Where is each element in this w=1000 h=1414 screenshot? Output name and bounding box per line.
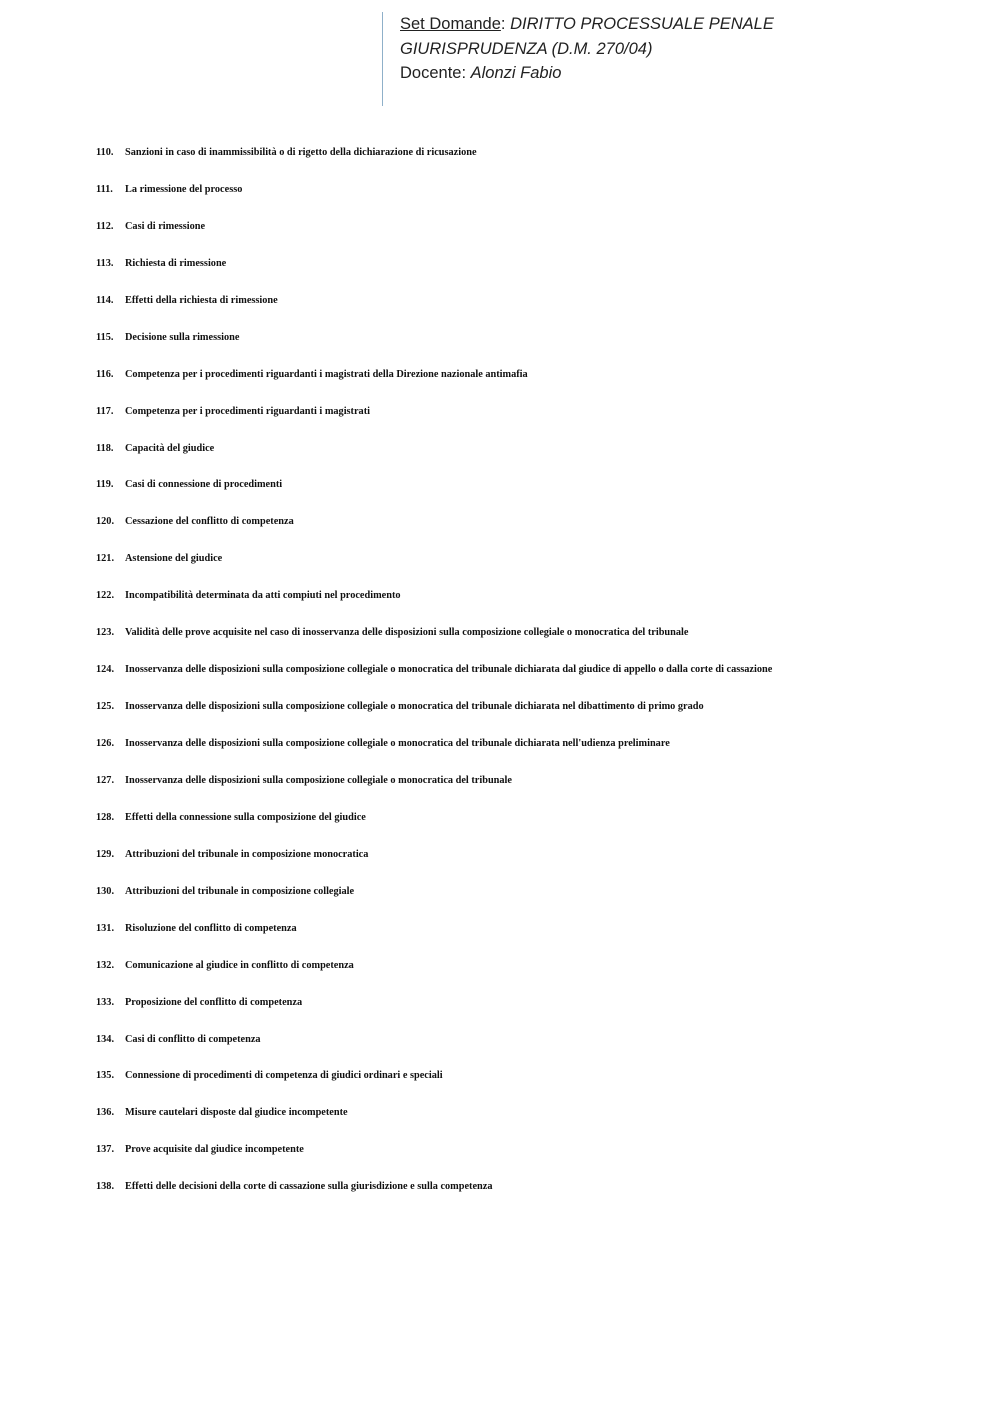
question-item xyxy=(96,147,976,184)
question-number: 118. xyxy=(96,442,114,454)
question-item xyxy=(96,812,976,849)
question-text: Prove acquisite dal giudice incompetente xyxy=(125,1144,304,1156)
question-list xyxy=(96,147,976,1218)
question-number: 115. xyxy=(96,331,114,343)
question-text: Casi di rimessione xyxy=(125,220,206,232)
question-text: Decisione sulla rimessione xyxy=(125,331,240,343)
question-item xyxy=(96,443,976,480)
question-number: 120. xyxy=(96,516,115,528)
question-text: Attribuzioni del tribunale in composizione collegiale xyxy=(125,885,355,897)
question-item xyxy=(96,406,976,443)
question-number: 114. xyxy=(96,294,114,306)
question-number: 137. xyxy=(96,1144,115,1156)
question-item xyxy=(96,1181,976,1218)
question-item xyxy=(96,184,976,221)
question-number: 136. xyxy=(96,1107,115,1119)
question-text: Effetti delle decisioni della corte di cassazione sulla giurisdizione e sulla competenza xyxy=(125,1181,493,1193)
question-item xyxy=(96,1070,976,1107)
teacher-name: Alonzi Fabio xyxy=(470,64,562,82)
question-text: Sanzioni in caso di inammissibilità o di rigetto della dichiarazione di ricusazione xyxy=(125,147,477,158)
question-item xyxy=(96,738,976,775)
question-item xyxy=(96,997,976,1034)
question-text: Misure cautelari disposte dal giudice incompetente xyxy=(125,1107,348,1119)
question-item xyxy=(96,1034,976,1071)
question-number: 124. xyxy=(96,664,115,676)
question-text: Richiesta di rimessione xyxy=(125,257,227,269)
question-text: Proposizione del conflitto di competenza xyxy=(125,996,303,1008)
question-number: 111. xyxy=(96,183,113,195)
question-number: 132. xyxy=(96,959,115,971)
set-label: Set Domande xyxy=(400,15,501,33)
header-teacher-line xyxy=(400,61,774,86)
question-text: Astensione del giudice xyxy=(125,553,223,565)
question-number: 113. xyxy=(96,257,114,269)
question-item xyxy=(96,221,976,258)
question-item xyxy=(96,1107,976,1144)
document-header xyxy=(382,12,774,106)
question-item xyxy=(96,479,976,516)
question-text: Inosservanza delle disposizioni sulla composizione collegiale o monocratica del tribunale dichiarata nell'udienza preliminare xyxy=(125,738,670,749)
question-item xyxy=(96,332,976,369)
question-item xyxy=(96,516,976,553)
question-number: 122. xyxy=(96,590,115,602)
question-text: Effetti della richiesta di rimessione xyxy=(125,294,278,306)
question-number: 135. xyxy=(96,1070,115,1082)
question-text: Inosservanza delle disposizioni sulla composizione collegiale o monocratica del tribunale dichiarata nel dibattimento di primo grado xyxy=(125,701,704,713)
question-item xyxy=(96,886,976,923)
header-course-line1 xyxy=(400,12,774,37)
question-text: Casi di conflitto di competenza xyxy=(125,1033,261,1045)
question-text: La rimessione del processo xyxy=(125,183,243,195)
question-item xyxy=(96,590,976,627)
question-text: Connessione di procedimenti di competenza di giudici ordinari e speciali xyxy=(125,1070,443,1082)
question-text: Validità delle prove acquisite nel caso di inosservanza delle disposizioni sulla composizione collegiale o monocratica del tribunale xyxy=(125,627,689,639)
question-text: Inosservanza delle disposizioni sulla composizione collegiale o monocratica del tribunale xyxy=(125,774,512,786)
question-item xyxy=(96,923,976,960)
question-text: Cessazione del conflitto di competenza xyxy=(125,516,294,528)
header-course-line2 xyxy=(400,37,774,62)
course-title-line1: DIRITTO PROCESSUALE PENALE xyxy=(510,15,774,33)
question-text: Competenza per i procedimenti riguardanti i magistrati della Direzione nazionale antimafia xyxy=(125,368,528,380)
teacher-label: Docente: xyxy=(400,64,467,82)
question-number: 126. xyxy=(96,738,115,749)
question-item xyxy=(96,553,976,590)
question-item xyxy=(96,627,976,664)
question-item xyxy=(96,295,976,332)
set-separator: : xyxy=(500,15,506,33)
question-text: Effetti della connessione sulla composizione del giudice xyxy=(125,811,366,823)
question-number: 123. xyxy=(96,627,115,639)
question-text: Competenza per i procedimenti riguardanti i magistrati xyxy=(125,405,370,417)
question-item xyxy=(96,369,976,406)
question-text: Capacità del giudice xyxy=(125,442,215,454)
question-number: 128. xyxy=(96,811,115,823)
question-number: 130. xyxy=(96,885,115,897)
question-number: 133. xyxy=(96,996,115,1008)
question-item xyxy=(96,701,976,738)
question-number: 131. xyxy=(96,922,115,934)
question-text: Attribuzioni del tribunale in composizione monocratica xyxy=(125,848,369,860)
question-text: Incompatibilità determinata da atti compiuti nel procedimento xyxy=(125,590,401,602)
question-number: 119. xyxy=(96,479,114,491)
question-item xyxy=(96,960,976,997)
question-number: 110. xyxy=(96,147,114,158)
question-number: 121. xyxy=(96,553,115,565)
question-text: Risoluzione del conflitto di competenza xyxy=(125,922,297,934)
question-number: 138. xyxy=(96,1181,115,1193)
question-item xyxy=(96,849,976,886)
question-text: Casi di connessione di procedimenti xyxy=(125,479,283,491)
question-number: 116. xyxy=(96,368,114,380)
question-number: 134. xyxy=(96,1033,115,1045)
question-number: 129. xyxy=(96,848,115,860)
question-text: Inosservanza delle disposizioni sulla composizione collegiale o monocratica del tribunale dichiarata dal giudice di appello o dalla corte di cassazione xyxy=(125,664,773,676)
question-item xyxy=(96,664,976,701)
course-title-line2: GIURISPRUDENZA (D.M. 270/04) xyxy=(400,39,653,58)
question-text: Comunicazione al giudice in conflitto di competenza xyxy=(125,959,354,971)
question-item xyxy=(96,775,976,812)
question-number: 125. xyxy=(96,701,115,713)
question-item xyxy=(96,1144,976,1181)
question-number: 112. xyxy=(96,220,114,232)
question-item xyxy=(96,258,976,295)
question-number: 127. xyxy=(96,774,115,786)
question-number: 117. xyxy=(96,405,114,417)
